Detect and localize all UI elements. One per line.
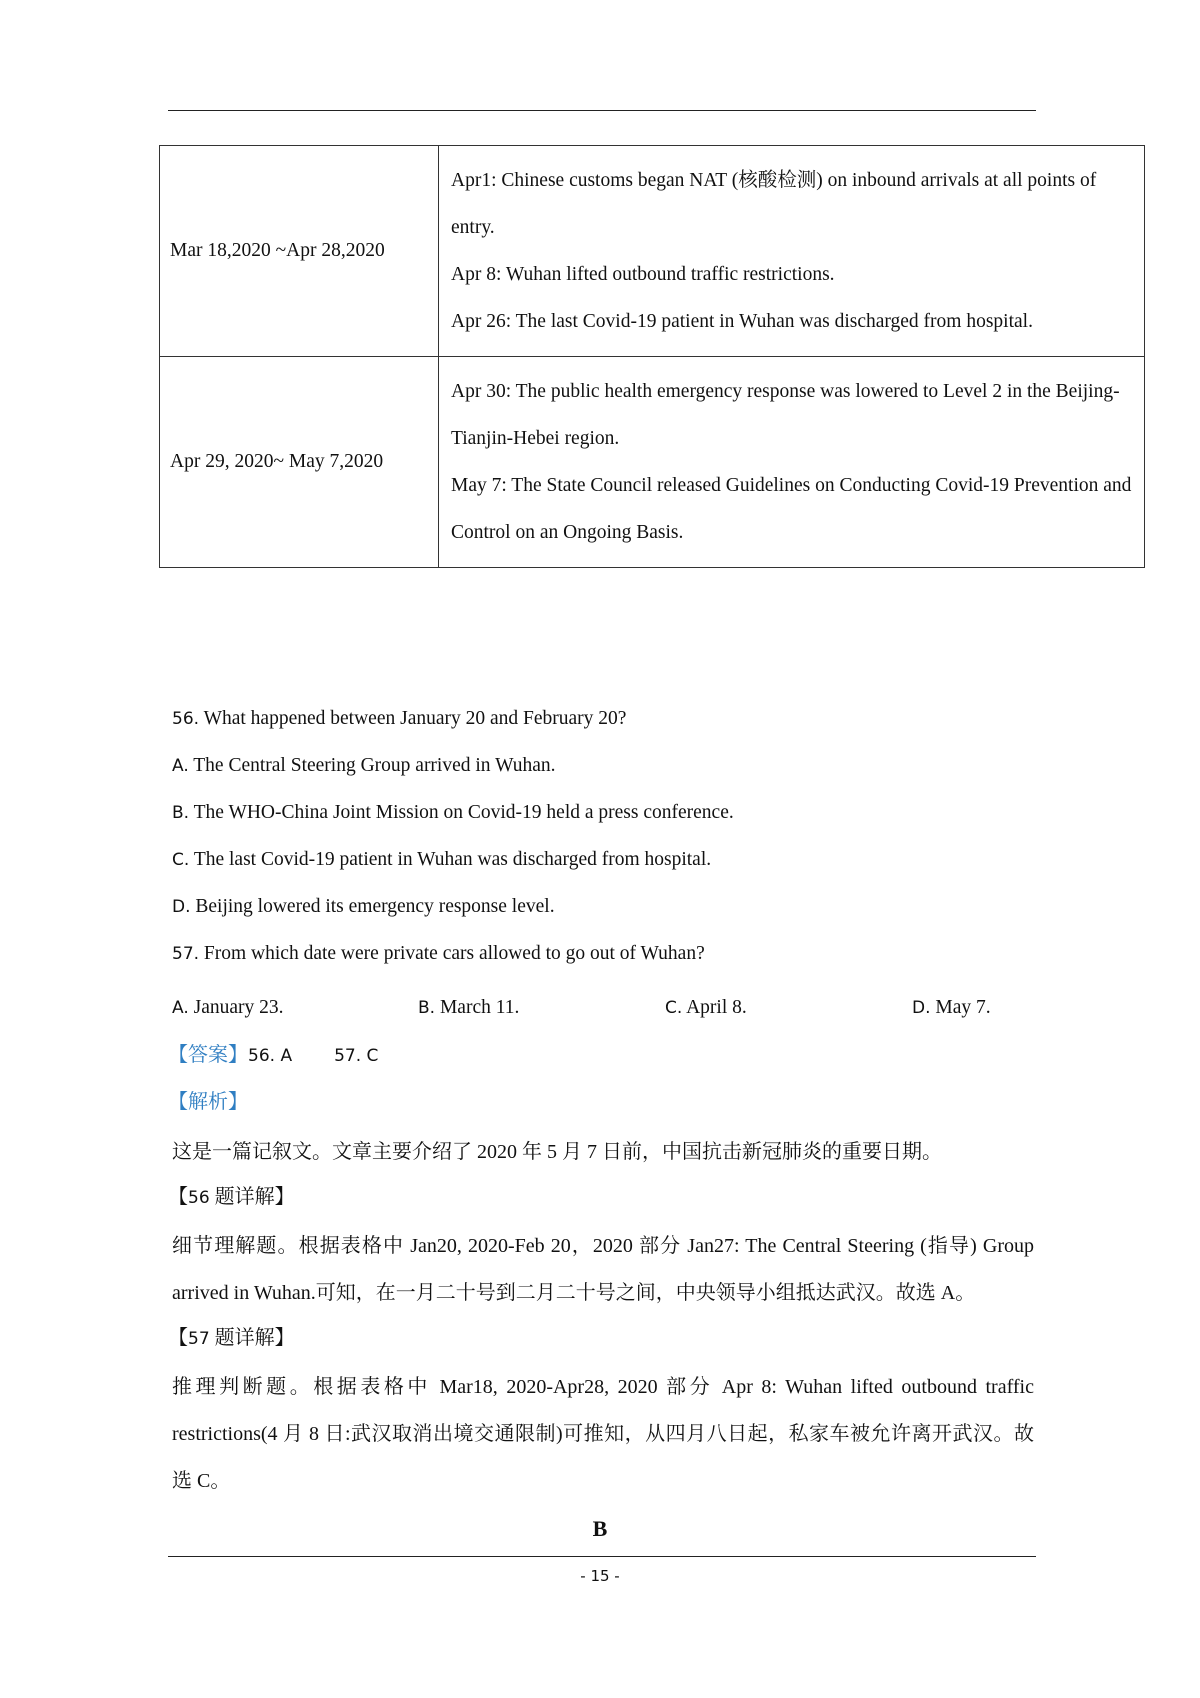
option-letter: A. [172, 756, 189, 776]
option-letter: A. [172, 998, 189, 1018]
events-cell [439, 357, 1145, 568]
events-cell [439, 146, 1145, 357]
question-text: From which date were private cars allowed to go out of Wuhan? [203, 943, 705, 964]
option-57-d [912, 994, 991, 1022]
page-number: - 15 - [580, 1567, 620, 1585]
header-rule [168, 110, 1036, 111]
option-57-b [418, 994, 519, 1022]
option-56-a [172, 752, 555, 780]
event-item: Apr 8: Wuhan lifted outbound traffic restrictions. [451, 264, 835, 285]
option-text: The last Covid-19 patient in Wuhan was discharged from hospital. [193, 849, 712, 870]
heading-57 [168, 1324, 295, 1353]
option-text: March 11. [439, 997, 520, 1018]
answer-line [168, 1041, 378, 1070]
option-letter: C. [172, 850, 190, 870]
timeline-table [159, 145, 1145, 568]
option-text: The WHO-China Joint Mission on Covid-19 held a press conference. [193, 802, 734, 823]
option-letter: B. [172, 803, 190, 823]
option-57-c [665, 994, 747, 1022]
heading-56 [168, 1183, 295, 1212]
option-text: April 8. [686, 997, 747, 1018]
answer-57: 57. C [334, 1046, 379, 1066]
detail-56: 细节理解题。根据表格中 Jan20, 2020-Feb 20，2020 部分 Jan27: The Central Steering (指导) Group arrived in Wuhan.可知，在一月二十号到二月二十号之间，中央领导小组抵达武汉。故选 A。 [172, 1235, 1034, 1304]
option-letter: C. [665, 998, 683, 1018]
section-letter: B [592, 1516, 608, 1541]
analysis-line [168, 1088, 248, 1117]
option-56-b [172, 799, 734, 827]
table-row [160, 357, 1145, 568]
bracket: 【 [168, 1327, 188, 1349]
period-cell: Mar 18,2020 ~Apr 28,2020 [160, 146, 439, 357]
option-letter: D. [912, 998, 931, 1018]
detail-57: 推理判断题。根据表格中 Mar18, 2020-Apr28, 2020 部分 Apr 8: Wuhan lifted outbound traffic restrictions(4 月 8 日:武汉取消出境交通限制)可推知，从四月八日起，私家车被允许离开武汉。故选 C。 [172, 1376, 1034, 1492]
event-item: Apr1: Chinese customs began NAT (核酸检测) on inbound arrivals at all points of entry. [451, 170, 1097, 238]
answer-label: 【答案】 [168, 1044, 248, 1066]
analysis-summary: 这是一篇记叙文。文章主要介绍了 2020 年 5 月 7 日前，中国抗击新冠肺炎的重要日期。 [172, 1141, 942, 1163]
event-item: Apr 30: The public health emergency response was lowered to Level 2 in the Beijing-Tianjin-Hebei region. [451, 381, 1120, 449]
footer-rule [168, 1556, 1036, 1557]
option-text: The Central Steering Group arrived in Wuhan. [193, 755, 556, 776]
answer-56: 56. A [248, 1046, 293, 1066]
option-letter: D. [172, 897, 191, 917]
question-56 [172, 705, 626, 733]
option-57-a [172, 994, 284, 1022]
heading-number: 57 [188, 1329, 210, 1349]
option-text: Beijing lowered its emergency response level. [195, 896, 555, 917]
event-item: Apr 26: The last Covid-19 patient in Wuhan was discharged from hospital. [451, 311, 1033, 332]
question-57 [172, 940, 705, 968]
question-number: 57. [172, 944, 200, 964]
event-item: May 7: The State Council released Guidelines on Conducting Covid-19 Prevention and Control on an Ongoing Basis. [451, 475, 1132, 543]
option-text: January 23. [193, 997, 284, 1018]
heading-number: 56 [188, 1188, 210, 1208]
heading-title: 题详解】 [209, 1327, 295, 1349]
heading-title: 题详解】 [209, 1186, 295, 1208]
table-row [160, 146, 1145, 357]
analysis-label: 【解析】 [168, 1091, 248, 1113]
question-number: 56. [172, 709, 200, 729]
option-text: May 7. [935, 997, 991, 1018]
option-56-d [172, 893, 555, 921]
period-cell: Apr 29, 2020~ May 7,2020 [160, 357, 439, 568]
options-57 [0, 994, 1200, 1022]
bracket: 【 [168, 1186, 188, 1208]
question-text: What happened between January 20 and February 20? [203, 708, 627, 729]
option-56-c [172, 846, 711, 874]
option-letter: B. [418, 998, 436, 1018]
